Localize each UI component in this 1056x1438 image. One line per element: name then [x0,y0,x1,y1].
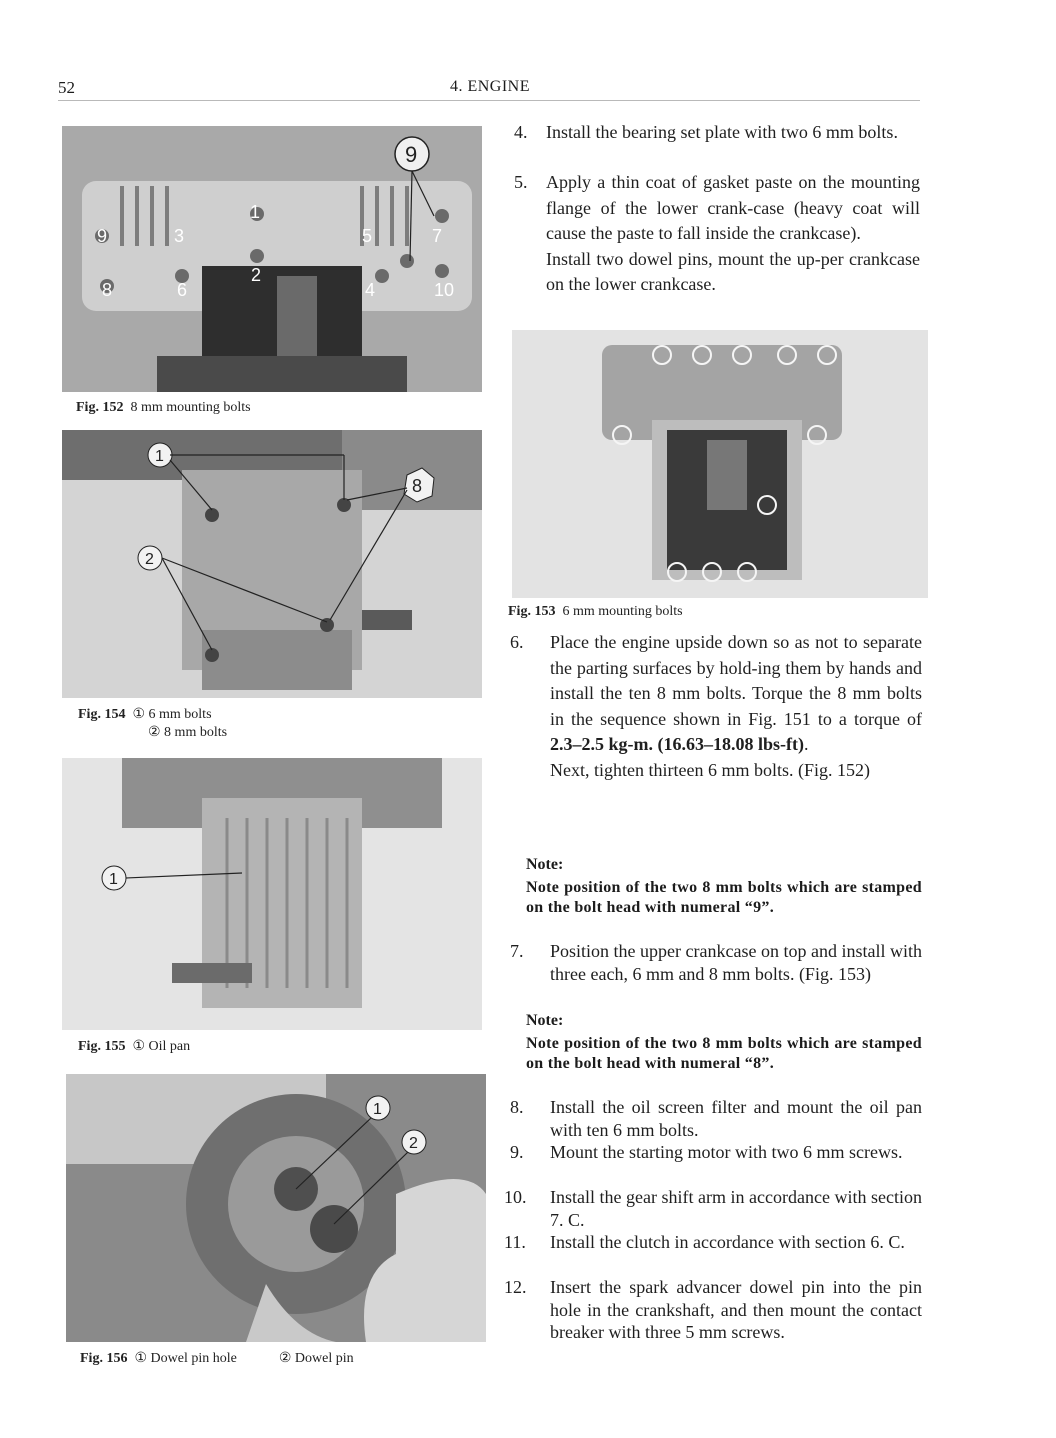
fig152-caption: Fig. 152 8 mm mounting bolts [76,400,251,415]
fig152-callout-7: 7 [432,226,443,246]
header-rule [58,100,920,101]
fig154-callout-8: 8 [412,476,423,496]
fig156-caption: Fig. 156 ① Dowel pin hole ② Dowel pin [80,1351,354,1366]
step-6-text: Place the engine upside down so as not to separate the parting surfaces by hold-ing them by hands and install the ten 8 mm bolts. Torque the 8 mm bolts in the sequence shown in Fig. 151 to a torque of [550,632,922,729]
fig152-callout-10: 10 [434,280,455,300]
note-1-heading: Note: [526,856,564,873]
fig154-callout-1: 1 [155,448,164,465]
page-number: 52 [58,78,75,97]
note-2-heading: Note: [526,1012,564,1029]
fig152-callout-1: 1 [250,202,261,222]
fig154-photo [62,430,482,698]
fig152-callout-2: 2 [251,265,262,285]
note-2-body: Note position of the two 8 mm bolts which are stamped on the bolt head with numeral “8”. [526,1035,922,1072]
fig156-callout-1: 1 [373,1101,382,1118]
note-1-body: Note position of the two 8 mm bolts which are stamped on the bolt head with numeral “9”. [526,879,922,916]
fig154-callout-2: 2 [145,551,154,568]
step-5-text2: Install two dowel pins, mount the up-per crankcase on the lower crankcase. [546,248,920,294]
step-6-torque: 2.3–2.5 kg-m. (16.63–18.08 lbs-ft) [550,734,804,754]
fig156-photo [66,1074,486,1342]
fig153-caption: Fig. 153 6 mm mounting bolts [508,604,683,619]
chapter-title: 4. ENGINE [449,78,531,95]
fig152-callout-6: 6 [177,280,188,300]
fig155-photo [62,758,482,1030]
step-6-text2: Next, tighten thirteen 6 mm bolts. (Fig. 152) [550,759,870,780]
fig152-callout-8: 8 [102,280,113,300]
fig152-callout-9a: 9 [97,226,108,246]
fig153-photo [512,330,928,598]
fig156-callout-2: 2 [409,1135,418,1152]
fig152-callout-4: 4 [365,280,376,300]
fig154-caption: Fig. 154 ① 6 mm bolts ② 8 mm bolts [78,707,228,740]
fig152-photo [62,126,482,392]
fig152-callout-3: 3 [174,226,185,246]
fig155-callout-1: 1 [109,871,118,888]
fig152-callout-top-9: 9 [405,142,418,167]
step-5-text: Apply a thin coat of gasket paste on the mounting flange of the lower crank-case (heavy coat will cause the paste to fall inside the crankcase). [546,172,920,243]
fig152-callout-5: 5 [362,226,373,246]
fig155-caption: Fig. 155 ① Oil pan [78,1039,191,1054]
